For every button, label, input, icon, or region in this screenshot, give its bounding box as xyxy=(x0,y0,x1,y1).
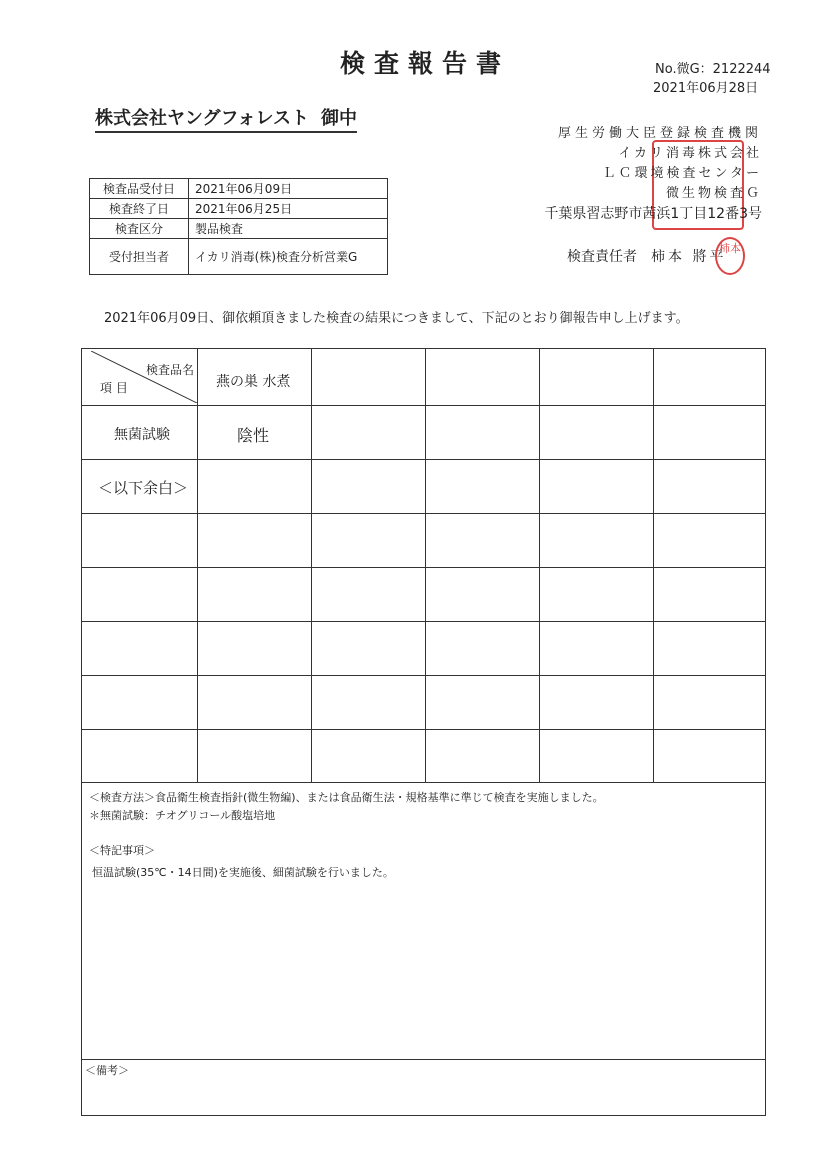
column-divider xyxy=(539,349,540,782)
column-divider xyxy=(425,349,426,782)
sample-name: 燕の巣 水煮 xyxy=(216,374,291,390)
info-value: 製品検査 xyxy=(189,219,388,239)
client-honorific: 御中 xyxy=(321,108,358,129)
client-name xyxy=(95,104,357,133)
row-divider xyxy=(82,567,765,568)
header-item-label: 項 目 xyxy=(100,381,128,395)
issue-date: 2021年06月28日 xyxy=(653,81,759,96)
info-label: 検査区分 xyxy=(90,219,189,239)
issuer-company: イカリ消毒株式会社 xyxy=(618,146,762,161)
row-divider xyxy=(82,675,765,676)
client-company: 株式会社ヤングフォレスト xyxy=(95,108,310,129)
reception-info-table xyxy=(89,178,388,275)
column-divider xyxy=(197,349,198,782)
table-section-divider xyxy=(82,782,765,783)
issuer-registration: 厚生労働大臣登録検査機関 xyxy=(557,126,762,141)
remarks-heading: ＜備考＞ xyxy=(85,1064,129,1077)
row-divider xyxy=(82,405,765,406)
test-item-sterility: 無菌試験 xyxy=(114,427,170,443)
info-label: 受付担当者 xyxy=(90,239,189,275)
info-row-finished xyxy=(90,199,388,219)
results-table xyxy=(81,348,766,1116)
test-result-sterility: 陰性 xyxy=(237,426,270,445)
info-row-staff xyxy=(90,239,388,275)
test-method-detail: ＊無菌試験：チオグリコール酸塩培地 xyxy=(89,809,276,822)
header-sample-label: 検査品名 xyxy=(146,363,195,377)
inspector-name: 柿本 將平 xyxy=(651,249,727,265)
issuer-block xyxy=(500,124,762,224)
test-method-note: ＜検査方法＞食品衛生検査指針(微生物編)、または食品衛生法・規格基準に準じて検査を実施しました。 xyxy=(89,791,604,804)
inspector-line xyxy=(567,246,726,266)
info-value: イカリ消毒(株)検査分析営業G xyxy=(189,239,388,275)
issuer-address: 千葉県習志野市茜浜1丁目12番3号 xyxy=(544,206,762,222)
column-divider xyxy=(311,349,312,782)
info-value: 2021年06月09日 xyxy=(189,179,388,199)
info-row-category xyxy=(90,219,388,239)
info-row-received xyxy=(90,179,388,199)
row-divider xyxy=(82,729,765,730)
row-divider xyxy=(82,513,765,514)
remarks-divider xyxy=(82,1059,765,1060)
row-divider xyxy=(82,459,765,460)
info-label: 検査終了日 xyxy=(90,199,189,219)
intro-text: 2021年06月09日、御依頼頂きました検査の結果につきまして、下記のとおり御報告申し上げます。 xyxy=(104,311,689,326)
special-notes-text: 恒温試験(35℃・14日間)を実施後、細菌試験を行いました。 xyxy=(92,866,394,879)
report-title: 検査報告書 xyxy=(340,49,511,78)
info-value: 2021年06月25日 xyxy=(189,199,388,219)
personal-seal-stamp: 柿本 xyxy=(715,237,745,275)
column-divider xyxy=(653,349,654,782)
document-number: No.微G：2122244 xyxy=(655,62,771,77)
issuer-group: 微生物検査Ｇ xyxy=(665,186,762,201)
info-label: 検査品受付日 xyxy=(90,179,189,199)
issuer-center: ＬＣ環境検査センター xyxy=(602,166,762,181)
row-divider xyxy=(82,621,765,622)
special-notes-heading: ＜特記事項＞ xyxy=(89,844,155,857)
blank-below-marker: ＜以下余白＞ xyxy=(98,479,189,497)
inspector-label: 検査責任者 xyxy=(567,249,637,265)
